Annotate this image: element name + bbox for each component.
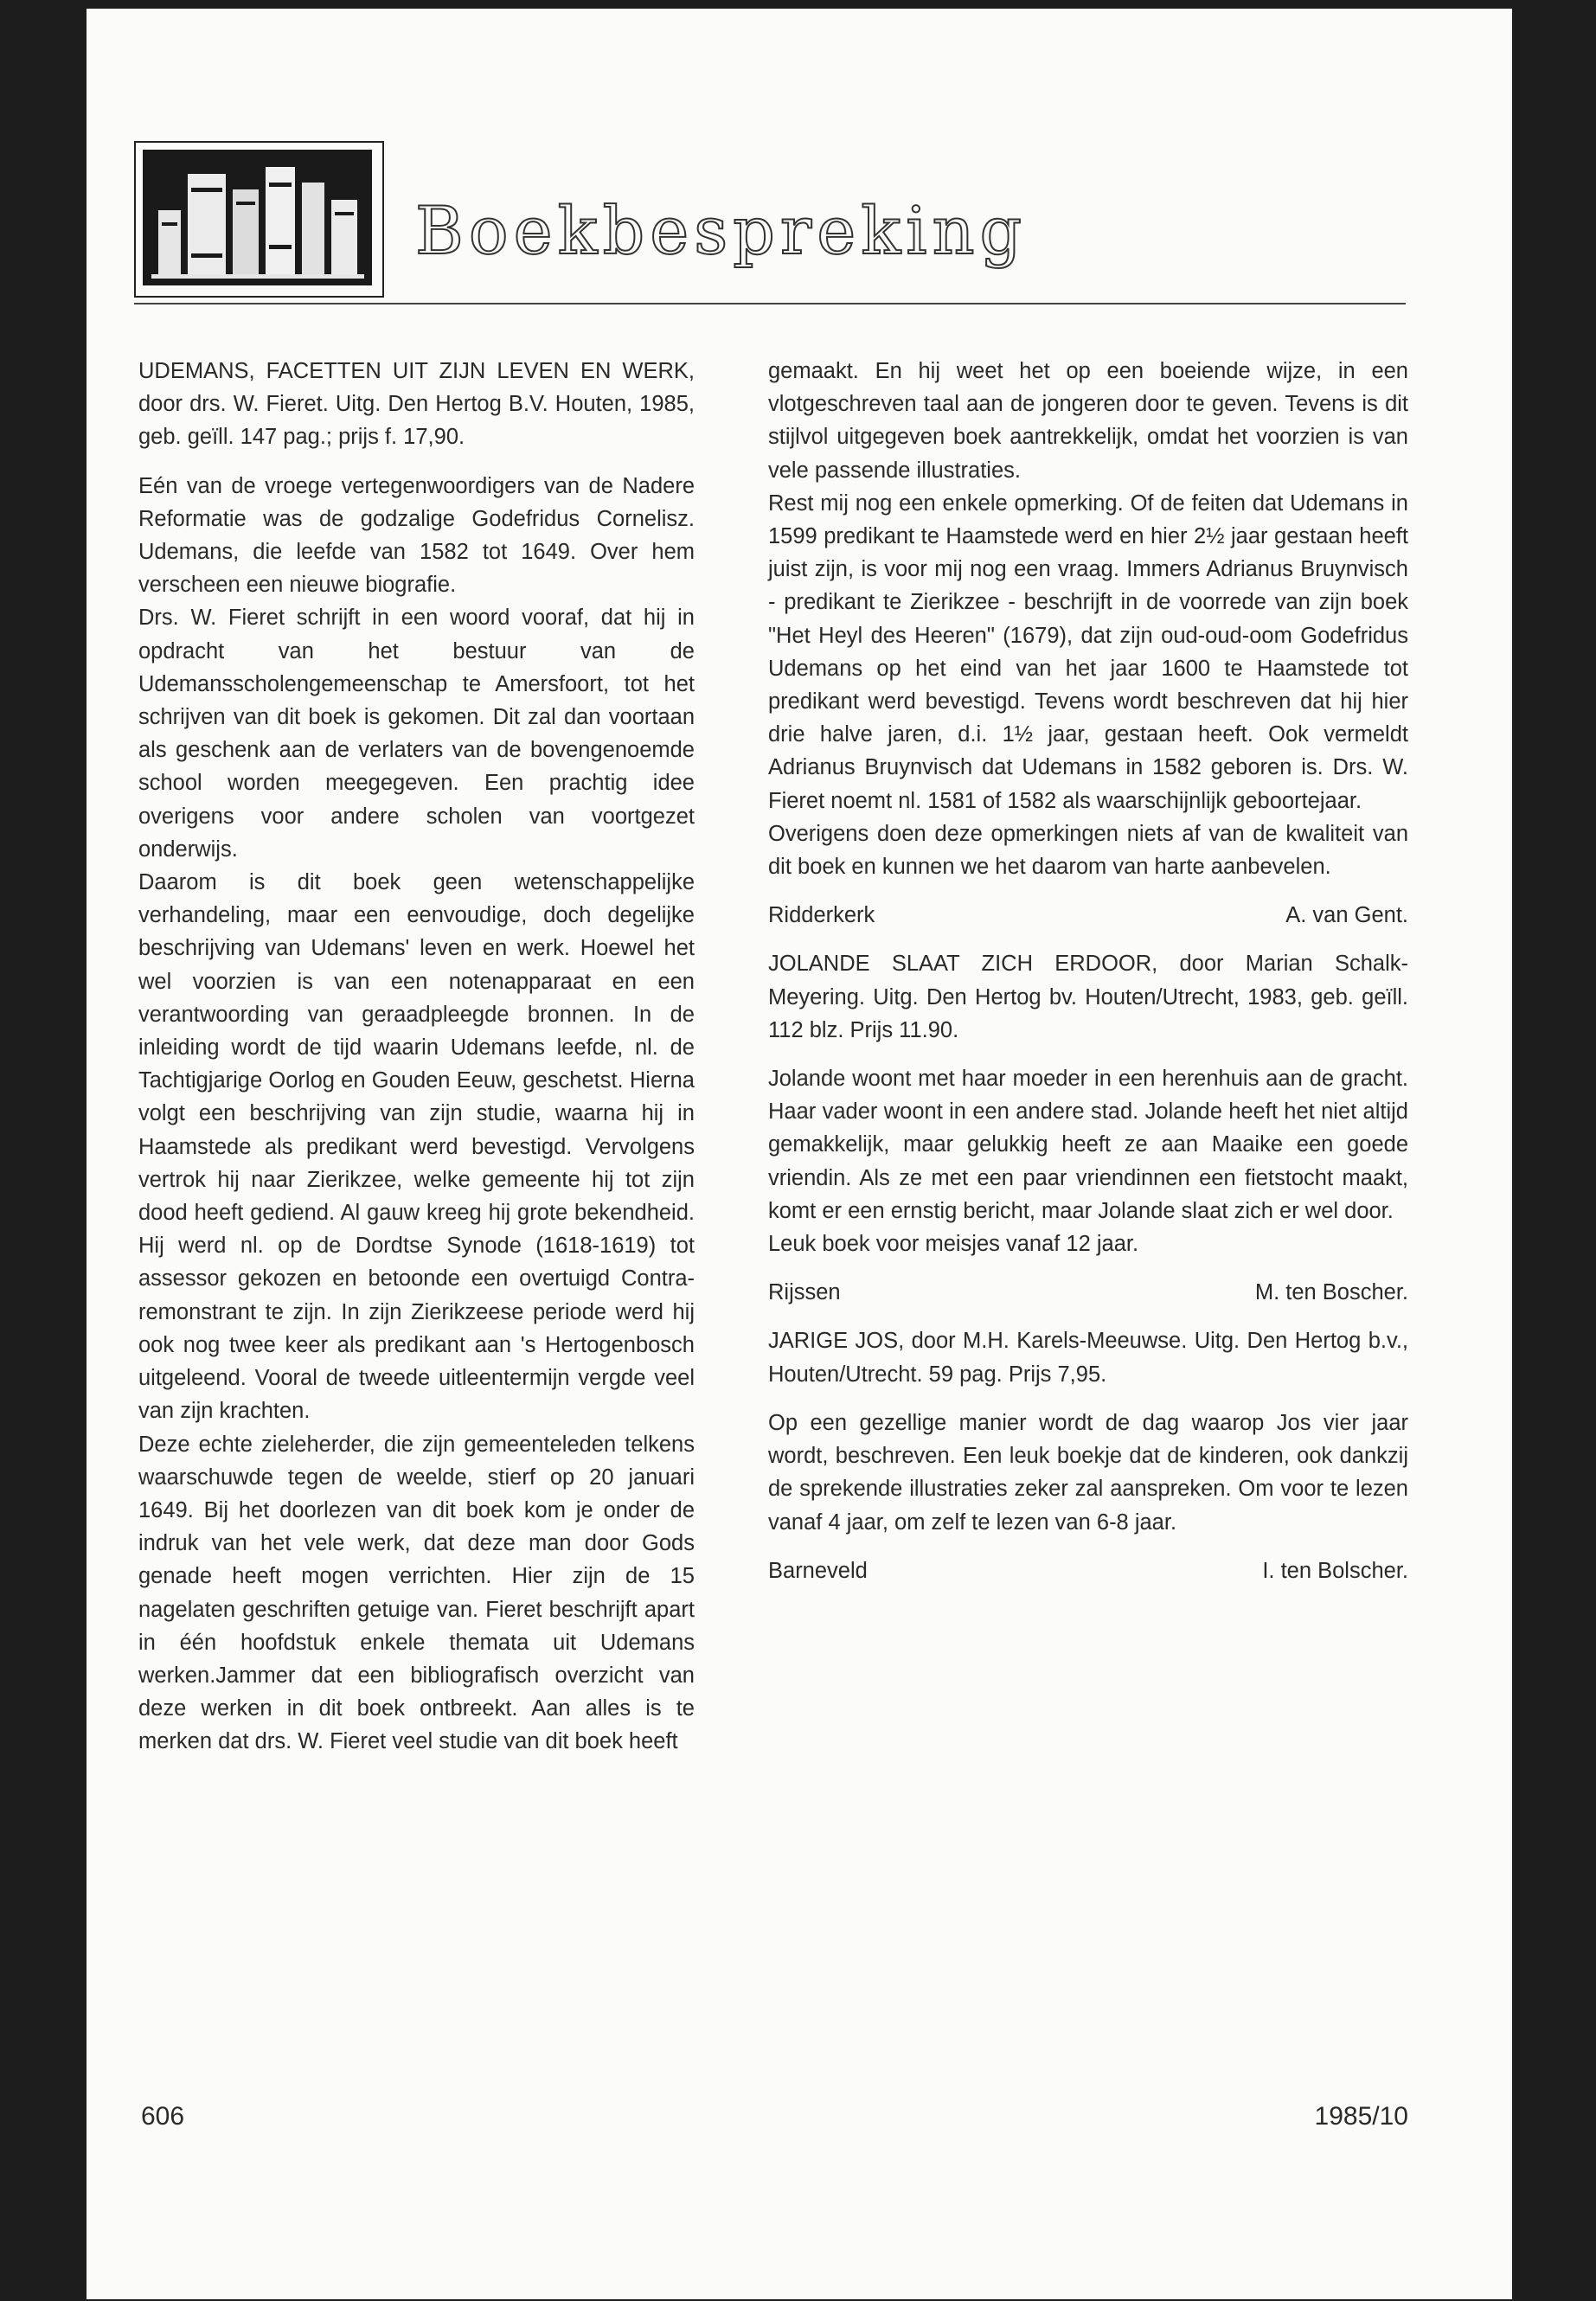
review1-author: A. van Gent. <box>1285 903 1408 928</box>
review1-paragraph: Deze echte zieleherder, die zijn gemeenteleden telkens waarschuwde tegen de weelde, stierf op 20 januari 1649. Bij het doorlezen van dit boek kom je onder de indruk van het vele werk, dat deze man door Gods genade heeft mogen verrichten. Hier zijn de 15 nagelaten geschriften getuige van. Fieret beschrijft apart in één hoofdstuk enkele themata uit Udemans werken.Jammer dat een bibliografisch overzicht van deze werken in dit boek ontbreekt. Aan alles is te merken dat drs. W. Fieret veel studie van dit boek heeft <box>138 1432 695 1754</box>
review2-place: Rijssen <box>768 1280 841 1305</box>
review2-paragraph: Leuk boek voor meisjes vanaf 12 jaar. <box>768 1232 1139 1257</box>
section-logo <box>134 141 384 298</box>
review1-paragraph: Eén van de vroege vertegenwoordigers van de Nadere Reformatie was de godzalige Godefridus Cornelisz. Udemans, die leefde van 1582 tot 1649. Over hem verscheen een nieuwe biografie. <box>138 473 695 598</box>
bookshelf-icon <box>143 150 372 285</box>
review1-biblio: UDEMANS, FACETTEN UIT ZIJN LEVEN EN WERK, door drs. W. Fieret. Uitg. Den Hertog B.V. Houten, 1985, geb. geïll. 147 pag.; prijs f. 17,90. <box>138 359 695 450</box>
review1-paragraph: Drs. W. Fieret schrijft in een woord vooraf, dat hij in opdracht van het bestuur van de Udemansscholengemeenschap te Amersfoort, tot het schrijven van dit boek is gekomen. Dit zal dan voortaan als geschenk aan de verlaters van de bovengenoemde school worden meegegeven. Een prachtig idee overigens voor andere scholen van voortgezet onderwijs. <box>138 606 695 862</box>
header-rule <box>134 303 1406 304</box>
review1-paragraph: Rest mij nog een enkele opmerking. Of de feiten dat Udemans in 1599 predikant te Haamstede werd en hier 2½ jaar gestaan heeft juist zijn, is voor mij nog een vraag. Immers Adrianus Bruynvisch - predikant te Zierikzee - beschrijft in de voorrede van zijn boek "Het Heyl des Heeren" (1679), dat zijn oud-oud-oom Godefridus Udemans op het eind van het jaar 1600 te Haamstede tot predikant werd bevestigd. Tevens wordt beschreven dat hij hier drie halve jaren, d.i. 1½ jaar, gestaan heeft. Ook vermeldt Adrianus Bruynvisch dat Udemans in 1582 geboren is. Drs. W. Fieret noemt nl. 1581 of 1582 als waarschijnlijk geboortejaar. <box>768 490 1408 813</box>
review1-place: Ridderkerk <box>768 903 875 928</box>
left-column <box>138 355 695 1759</box>
review3-signature <box>768 1554 1408 1587</box>
review1-signature <box>768 899 1408 932</box>
review1-paragraph: Overigens doen deze opmerkingen niets af van de kwaliteit van dit boek en kunnen we het daarom van harte aanbevelen. <box>768 821 1408 880</box>
review2-biblio: JOLANDE SLAAT ZICH ERDOOR, door Marian Schalk-Meyering. Uitg. Den Hertog bv. Houten/Utrecht, 1983, geb. geïll. 112 blz. Prijs 11.90. <box>768 952 1408 1042</box>
review2-signature <box>768 1276 1408 1309</box>
review2-paragraph: Jolande woont met haar moeder in een herenhuis aan de gracht. Haar vader woont in een andere stad. Jolande heeft het niet altijd gemakkelijk, maar gelukkig heeft ze aan Maaike een goede vriendin. Als ze met een paar vriendinnen een fietstocht maakt, komt er een ernstig bericht, maar Jolande slaat zich er wel door. <box>768 1067 1408 1223</box>
review1-paragraph: gemaakt. En hij weet het op een boeiende wijze, in een vlotgeschreven taal aan de jongeren door te geven. Tevens is dit stijlvol uitgegeven boek aantrekkelijk, omdat het voorzien is van vele passende illustraties. <box>768 359 1408 483</box>
issue-number: 1985/10 <box>1314 2102 1408 2131</box>
review3-author: I. ten Bolscher. <box>1262 1558 1408 1583</box>
review1-paragraph: Daarom is dit boek geen wetenschappelijke verhandeling, maar een eenvoudige, doch degelijke beschrijving van Udemans' leven en werk. Hoewel het wel voorzien is van een notenapparaat en een verantwoording van geraadpleegde bronnen. In de inleiding wordt de tijd waarin Udemans leefde, nl. de Tachtigjarige Oorlog en Gouden Eeuw, geschetst. Hierna volgt een beschrijving van zijn studie, waarna hij in Haamstede als predikant werd bevestigd. Vervolgens vertrok hij naar Zierikzee, welke gemeente hij tot zijn dood heeft gediend. Al gauw kreeg hij grote bekendheid. Hij werd nl. op de Dordtse Synode (1618-1619) tot assessor gekozen en betoonde een overtuigd Contra-remonstrant te zijn. In zijn Zierikzeese periode werd hij ook nog twee keer als predikant aan 's Hertogenbosch uitgeleend. Vooral de tweede uitleentermijn vergde veel van zijn krachten. <box>138 870 695 1424</box>
review3-place: Barneveld <box>768 1558 868 1583</box>
review2-author: M. ten Boscher. <box>1254 1280 1408 1305</box>
review3-biblio: JARIGE JOS, door M.H. Karels-Meeuwse. Uitg. Den Hertog b.v., Houten/Utrecht. 59 pag. Prijs 7,95. <box>768 1329 1408 1387</box>
section-title: Boekbespreking <box>415 192 1028 269</box>
right-column <box>768 355 1408 1587</box>
review3-paragraph: Op een gezellige manier wordt de dag waarop Jos vier jaar wordt, beschreven. Een leuk boekje dat de kinderen, ook dankzij de sprekende illustraties zeker zal aanspreken. Om voor te lezen vanaf 4 jaar, om zelf te lezen van 6-8 jaar. <box>768 1410 1408 1535</box>
page-number: 606 <box>141 2102 185 2131</box>
